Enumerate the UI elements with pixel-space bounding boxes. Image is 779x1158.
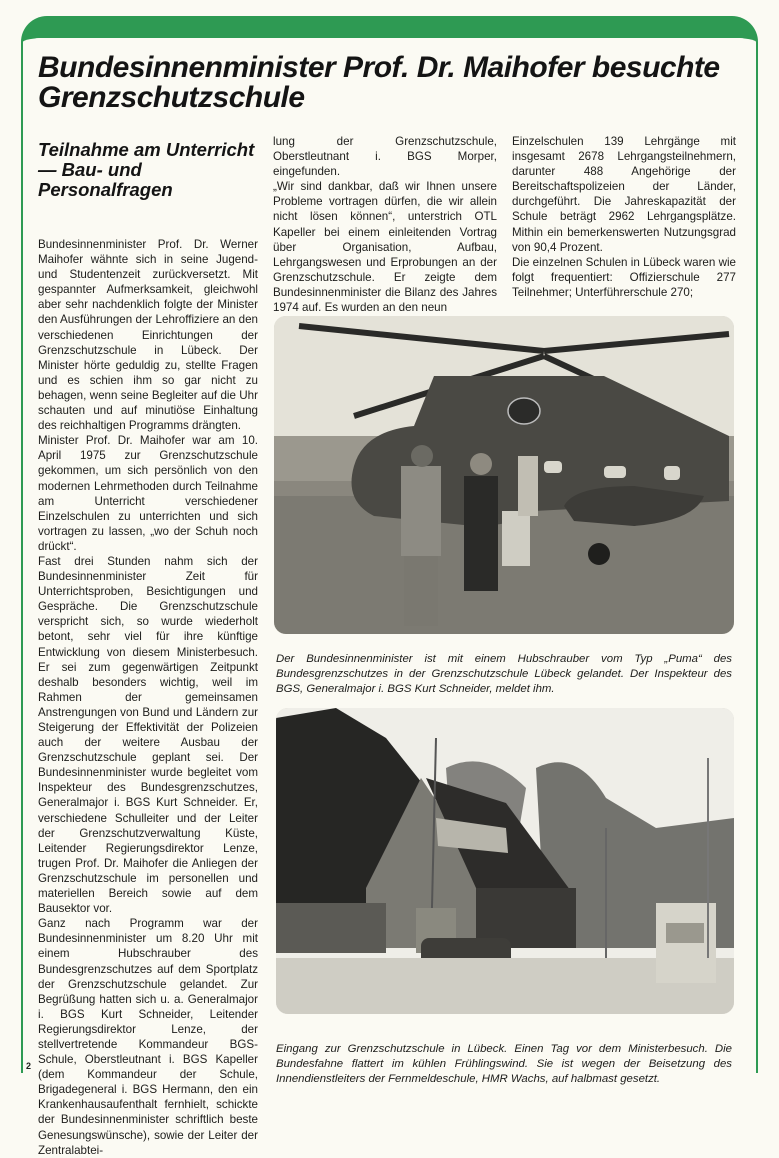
- helicopter-photo: [274, 316, 734, 634]
- paragraph: lung der Grenzschutzschule, Oberstleutnant i. BGS Morper, eingefunden.: [273, 135, 497, 179]
- paragraph: Minister Prof. Dr. Maihofer war am 10. April 1975 zur Grenzschutzschule gekommen, um sich persönlich von den modernen Lehrmethoden durch Teilnahme am Unterricht verschiedener Einzelschulen zu unterrichten und sich vortragen zu lassen, „wo der Schuh noch drückt“.: [38, 434, 258, 553]
- paragraph: Fast drei Stunden nahm sich der Bundesinnenminister Zeit für Unterrichtsproben, Besichtigungen und Gespräche. Die Grenzschutzschule verspricht sich, so wurde wiederholt betont, sehr viel für ihre künftige Entwicklung von diesem Ministerbesuch. Er sei zum gegenwärtigen Zeitpunkt deshalb besonders wichtig, weil im Rahmen der gemeinsamen Anstrengungen von Bund und Ländern zur Steigerung der Effektivität der Polizeien auch der weitere Ausbau der Grenzschutzschule geplant sei. Der Bundesinnenminister wurde begleitet vom Inspekteur des Bundesgrenzschutzes, Generalmajor i. BGS Kurt Schneider. Er, verschiedene Schulleiter und der Leiter der Grenzschutzverwaltung Küste, Leitender Regierungsdirektor Lenze, trugen Prof. Dr. Maihofer die Anliegen der Grenzschutzschule im personellen und materiellen Bereich sowie auf dem Bausektor vor.: [38, 554, 258, 916]
- text-column-2: [273, 134, 497, 315]
- gatehouse-photo-illustration: [276, 708, 734, 1014]
- paragraph: Bundesinnenminister Prof. Dr. Werner Maihofer wähnte sich in seine Jugend- und Studentenzeit zurückversetzt. Mit gespannter Aufmerksamkeit, gleichwohl aber sehr nachdenklich folgte der Minister den Ausführungen der Lehroffiziere an den verschiedenen Einrichtungen der Grenzschutzschule in Lübeck. Der Minister hörte geduldig zu, stellte Fragen und es schien ihm so gar nicht zu behagen, wenn seine Begleiter auf die Uhr schauten und auf minutiöse Einhaltung des reichhaltigen Programms drängten.: [38, 238, 258, 433]
- text-column-3: [512, 134, 736, 300]
- gatehouse-photo: [276, 708, 734, 1014]
- article-title: Bundesinnenminister Prof. Dr. Maihofer besuchte Grenzschutzschule: [38, 51, 720, 114]
- helicopter-photo-illustration: [274, 316, 734, 634]
- helicopter-caption: Der Bundesinnenminister ist mit einem Hubschrauber vom Typ „Puma“ des Bundesgrenzschutzes in der Grenzschutzschule Lübeck gelandet. Der Inspekteur des BGS, Generalmajor i. BGS Kurt Schneider, meldet ihm.: [276, 653, 732, 696]
- paragraph: Ganz nach Programm war der Bundesinnenminister um 8.20 Uhr mit einem Hubschrauber des Bundesgrenzschutzes auf dem Sportplatz der Grenzschutzschule gelandet. Zur Begrüßung hatten sich u. a. Generalmajor i. BGS Kurt Schneider, Leitender Regierungsdirektor Lenze, der stellvertretende Kommandeur BGS-Schule, Oberstleutnant i. BGS Kapeller (dem Kommandeur der Schule, Brigadegeneral i. BGS Hermann, den ein Krankenhausaufenthalt fernhielt, schickte der Bundesinnenminister schriftlich beste Genesungswünsche), sowie der Leiter der Zentralabtei-: [38, 917, 258, 1157]
- gatehouse-caption: Eingang zur Grenzschutzschule in Lübeck. Einen Tag vor dem Ministerbesuch. Die Bundesfahne flattert im kühlen Frühlingswind. Sie ist wegen der Beisetzung des Innendienstleiters der Fernmeldeschule, HMR Wachs, auf halbmast gesetzt.: [276, 1043, 732, 1086]
- paragraph: „Wir sind dankbar, daß wir Ihnen unsere Probleme vortragen dürfen, die wir allein nicht lösen können“, unterstrich OTL Kapeller bei einem einleitenden Vortrag über Organisation, Aufbau, Lehrgangswesen und Erprobungen an der Grenzschutzschule. Er zeigte dem Bundesinnenminister die Bilanz des Jahres 1974 auf. Es wurden an den neun: [273, 180, 497, 315]
- text-column-1: [38, 237, 258, 1158]
- paragraph: Die einzelnen Schulen in Lübeck waren wie folgt frequentiert: Offizierschule 277 Teilnehmer; Unterführerschule 270;: [512, 255, 736, 299]
- page-number: 2: [26, 1061, 32, 1071]
- paragraph: Einzelschulen 139 Lehrgänge mit insgesamt 2678 Lehrgangsteilnehmern, darunter 488 Angehörige der Bereitschaftspolizeien der Länder, durchgeführt. Die Jahreskapazität der Schule beträgt 2962 Lehrgangsplätze. Mithin ein bemerkenswerten Nutzungsgrad von 90,4 Prozent.: [512, 135, 736, 254]
- article-subtitle: Teilnahme am Unterricht — Bau- und Personalfragen: [38, 139, 255, 200]
